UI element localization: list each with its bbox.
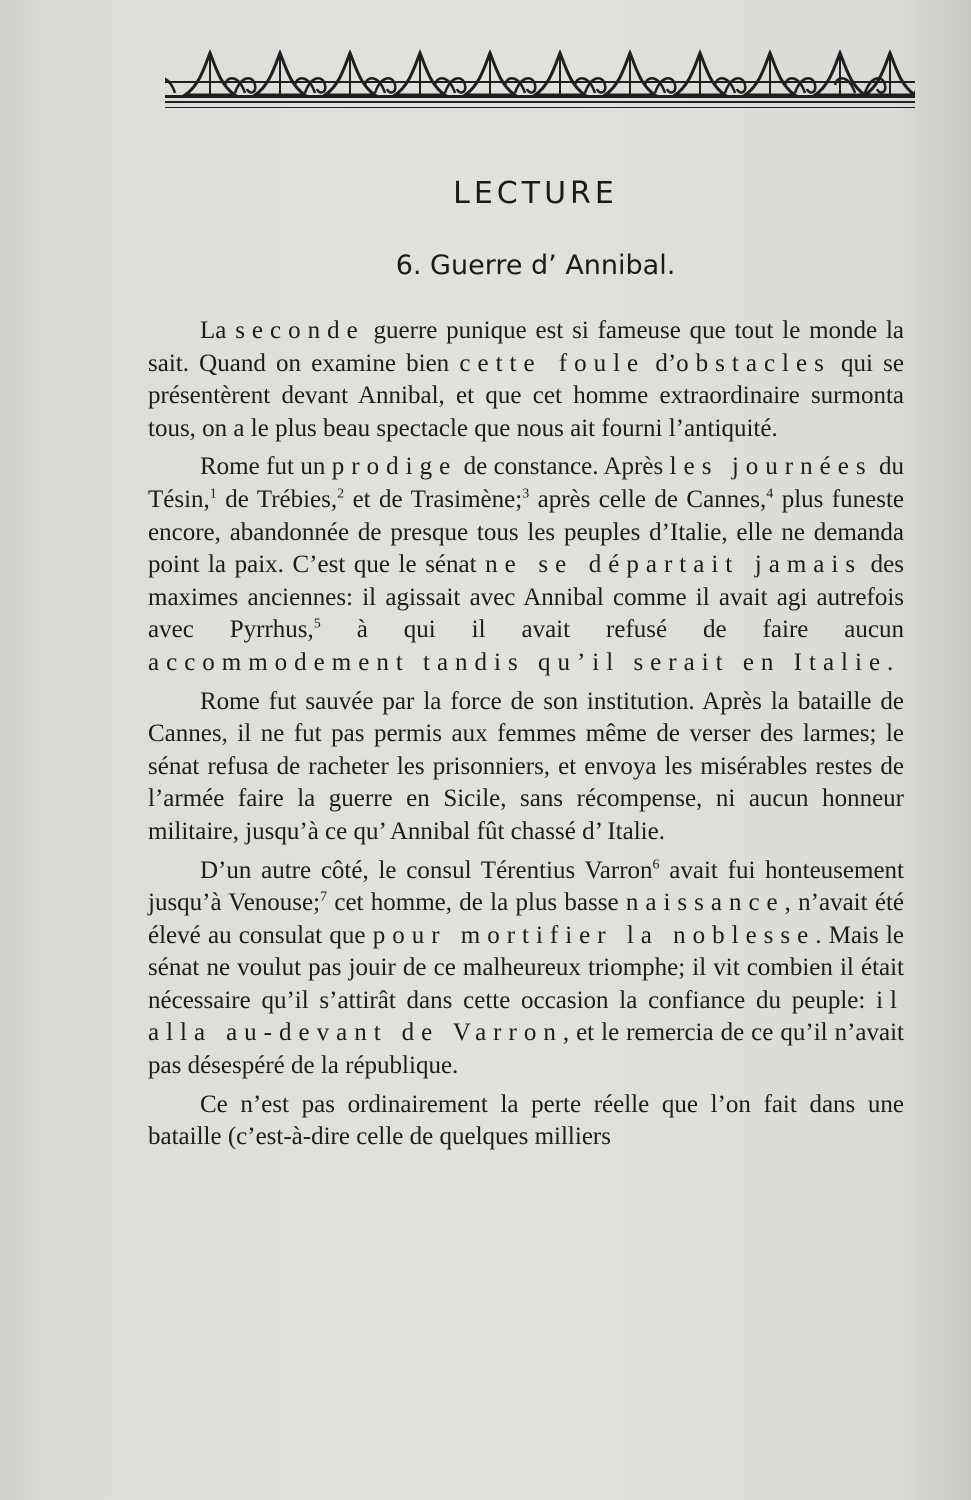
spaced-text: obstacles — [676, 349, 831, 377]
text-run: de constance. Après — [457, 453, 670, 481]
text-run: du Tésin, — [148, 453, 904, 513]
text-run: qui se présentèrent devant Annibal, et que cet homme extraordinaire surmonta tous, on a le plus beau spectacle que nous ait fourni l’antiquité. — [148, 349, 904, 442]
footnote-ref: 5 — [313, 617, 321, 633]
text-run: d’ — [645, 349, 677, 377]
text-run: La — [200, 317, 236, 344]
footnote-ref: 7 — [320, 889, 328, 905]
top-rule — [165, 101, 915, 103]
text-run: D’un autre côté, le consul Térentius Varron — [200, 856, 653, 884]
text-run: plus funeste encore, abandonnée de presque tous les peuples d’Italie, elle ne demanda point la paix. C’est que le sénat — [148, 485, 905, 579]
spaced-text: cette foule — [459, 349, 646, 377]
top-rule-thin — [165, 107, 915, 108]
text-run: guerre punique est si fameuse que tout le monde la sait. Quand on examine bien — [148, 317, 905, 377]
text-run: Rome fut sauvée par la force de son institution. Après la bataille de Cannes, il ne fut pas permis aux femmes même de verser des larmes; le sénat refusa de racheter les prisonniers, et envoya les misérables restes de l’armée faire la guerre en Sicile, sans récompense, ni aucun honneur militaire, jusqu’à ce qu’ Annibal fût chassé d’ Italie. — [148, 687, 904, 845]
text-run: . — [887, 648, 894, 676]
footnote-ref: 1 — [209, 486, 217, 502]
text-run: , et le remercia de ce qu’il n’avait pas désespéré de la république. — [148, 1019, 904, 1080]
footnote-ref: 3 — [522, 486, 530, 502]
spaced-text: les journées — [669, 453, 873, 481]
text-run: après celle de Cannes, — [529, 485, 767, 513]
spaced-text: il alla au-devant de Varron — [148, 986, 904, 1047]
chapter-title: 6. Guerre d’ Annibal. — [395, 250, 676, 281]
text-run: des maximes anciennes: il agissait avec Annibal comme il avait agi autrefois avec Pyrrhus, — [148, 551, 904, 644]
spaced-text: accommodement tandis qu’il serait en Italie — [148, 648, 888, 676]
ornament-border-icon — [165, 45, 915, 100]
text-run: à qui il avait refusé de faire aucun — [320, 616, 905, 644]
paragraph — [148, 315, 904, 445]
spaced-text: pour mortifier la noblesse — [372, 921, 816, 949]
text-run: de Trébies, — [216, 485, 338, 513]
body-text — [148, 315, 904, 1160]
paragraph — [148, 1089, 904, 1154]
paragraph — [148, 451, 904, 679]
text-run: Rome fut un — [200, 453, 332, 481]
footnote-ref: 4 — [766, 486, 774, 502]
spaced-text: seconde — [235, 317, 365, 344]
spaced-text: prodige — [331, 453, 458, 481]
section-title: LECTURE — [453, 176, 618, 211]
paragraph — [148, 686, 904, 849]
spaced-text: ne se départait jamais — [485, 551, 863, 579]
text-run: cet homme, de la plus basse — [327, 889, 626, 917]
text-run: . Mais le sénat ne voulut pas jouir de ce malheureux triomphe; il vit combien il était nécessaire qu’il s’attirât dans cette occasion la confiance du peuple: — [148, 921, 904, 1014]
text-run: avait fui honteusement jusqu’à Venouse; — [148, 856, 904, 917]
paragraph — [148, 855, 904, 1083]
text-run: et de Trasimène; — [344, 485, 523, 513]
text-run: Ce n’est pas ordinairement la perte réelle que l’on fait dans une bataille (c’est-à-dire celle de quelques milliers — [148, 1090, 904, 1151]
text-run: , n’avait été élevé au consulat que — [148, 889, 904, 949]
footnote-ref: 6 — [652, 857, 660, 873]
spaced-text: naissance — [625, 889, 785, 917]
footnote-ref: 2 — [337, 486, 345, 502]
